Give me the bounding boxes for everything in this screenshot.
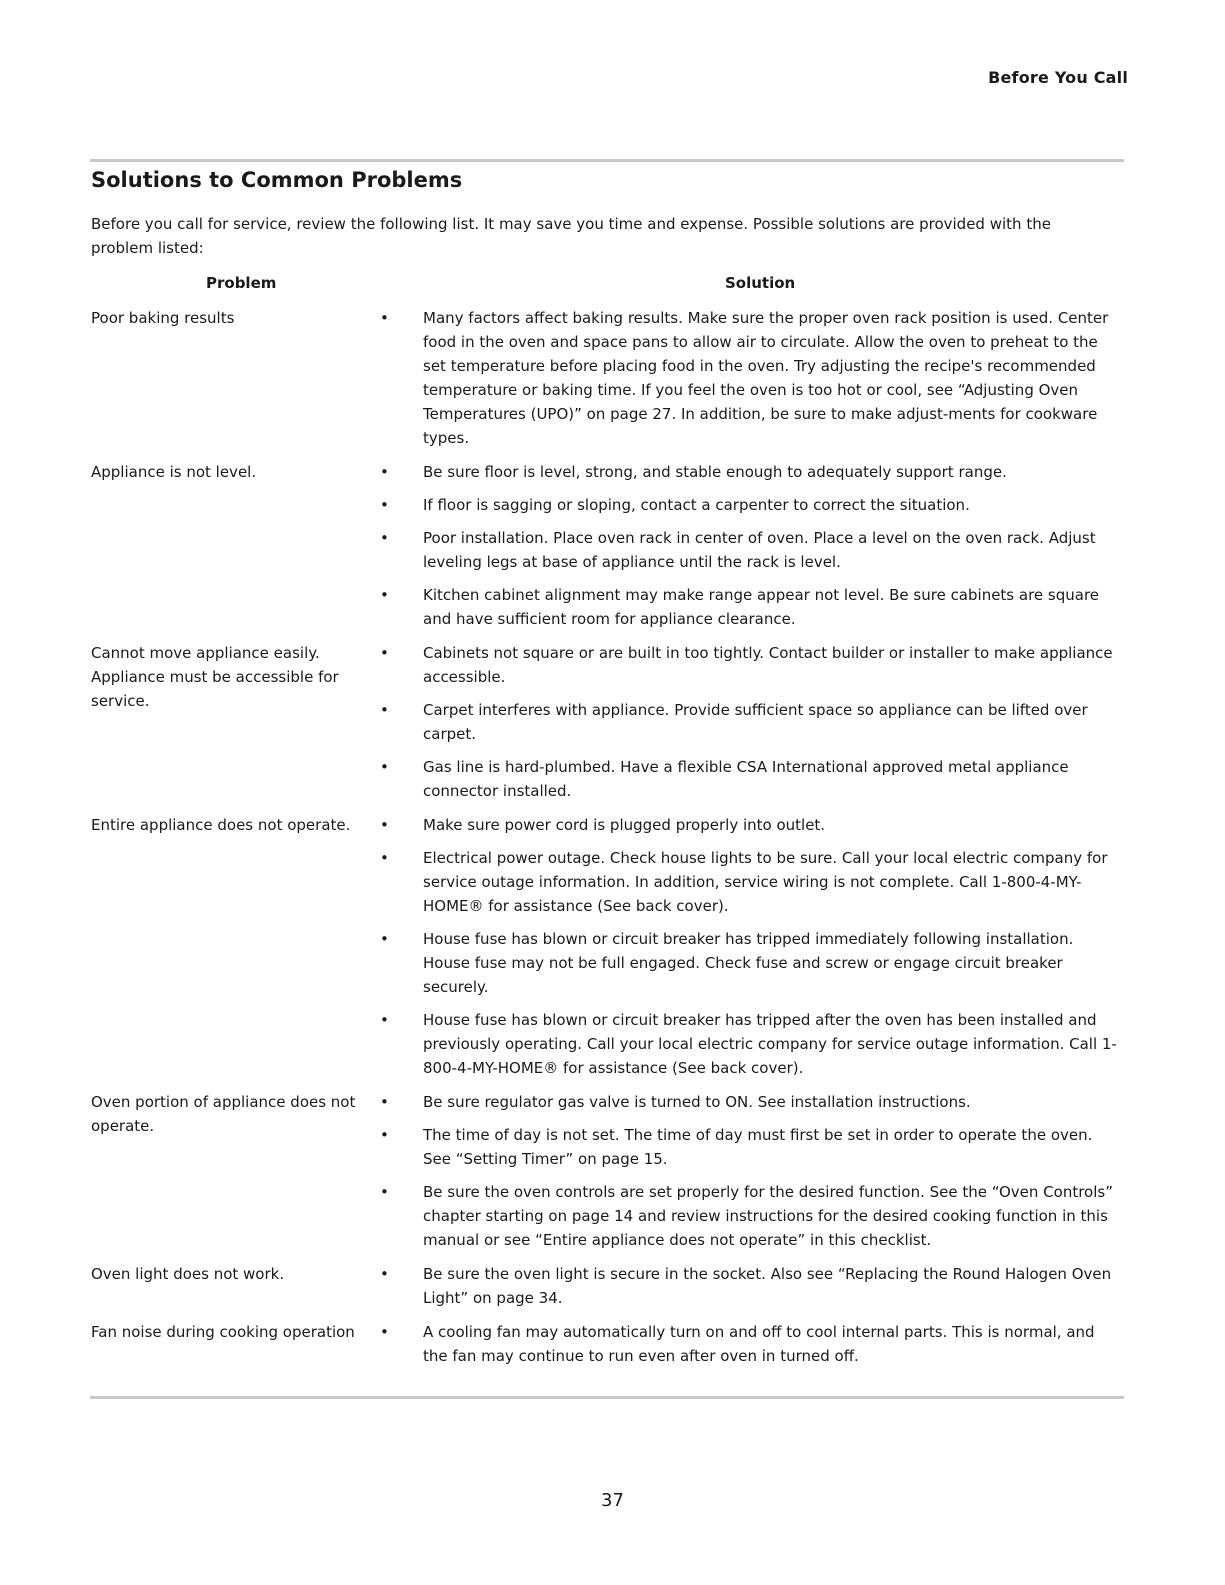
solution-item: [377, 1123, 1121, 1171]
solution-text: A cooling fan may automatically turn on and off to cool internal parts. This is normal, and the fan may continue to run even after oven in turned off.: [423, 1323, 1095, 1365]
solution-list: [377, 1320, 1121, 1368]
solution-text: Be sure floor is level, strong, and stable enough to adequately support range.: [423, 463, 1007, 481]
intro-paragraph: Before you call for service, review the following list. It may save you time and expense. Possible solutions are provided with the problem listed:: [91, 215, 1051, 257]
solution-item: [377, 493, 1121, 517]
bullet-icon: •: [380, 586, 389, 604]
problem-column-header: Problem: [206, 274, 277, 292]
bullet-icon: •: [380, 1183, 389, 1201]
solution-item: [377, 460, 1121, 484]
troubleshooting-table: [91, 306, 1121, 1378]
solution-text: Carpet interferes with appliance. Provide sufficient space so appliance can be lifted over carpet.: [423, 701, 1088, 743]
table-row: [91, 306, 1121, 450]
table-row: [91, 1090, 1121, 1252]
problem-cell: Fan noise during cooking operation: [91, 1323, 355, 1341]
solution-item: [377, 846, 1121, 918]
solution-list: [377, 460, 1121, 631]
solution-column-header: Solution: [725, 274, 796, 292]
solution-text: House fuse has blown or circuit breaker has tripped immediately following installation. House fuse may not be full engaged. Check fuse and screw or engage circuit breaker securely.: [423, 930, 1074, 996]
bullet-icon: •: [380, 816, 389, 834]
problem-cell: Poor baking results: [91, 309, 235, 327]
solution-text: Gas line is hard-plumbed. Have a flexible CSA International approved metal appliance connector installed.: [423, 758, 1069, 800]
solution-list: [377, 813, 1121, 1080]
bullet-icon: •: [380, 496, 389, 514]
bullet-icon: •: [380, 309, 389, 327]
problem-cell: Oven light does not work.: [91, 1265, 285, 1283]
bullet-icon: •: [380, 1323, 389, 1341]
solution-item: [377, 1008, 1121, 1080]
solution-text: Electrical power outage. Check house lights to be sure. Call your local electric company for service outage information. In addition, service wiring is not complete. Call 1-800-4-MY-HOME® for assistance (See back cover).: [423, 849, 1108, 915]
solution-item: [377, 641, 1121, 689]
solution-text: Be sure the oven controls are set properly for the desired function. See the “Oven Controls” chapter starting on page 14 and review instructions for the desired cooking function in this manual or see “Entire appliance does not operate” in this checklist.: [423, 1183, 1113, 1249]
problem-cell: Appliance is not level.: [91, 463, 257, 481]
solution-item: [377, 698, 1121, 746]
bullet-icon: •: [380, 758, 389, 776]
solution-item: [377, 1262, 1121, 1310]
problem-cell: Oven portion of appliance does not operate.: [91, 1093, 356, 1135]
problem-cell: Cannot move appliance easily. Appliance must be accessible for service.: [91, 644, 339, 710]
table-row: [91, 641, 1121, 803]
page-number: 37: [601, 1490, 624, 1511]
solution-text: If floor is sagging or sloping, contact a carpenter to correct the situation.: [423, 496, 970, 514]
bullet-icon: •: [380, 1011, 389, 1029]
running-head: Before You Call: [988, 68, 1128, 87]
table-row: [91, 460, 1121, 631]
solution-text: Poor installation. Place oven rack in center of oven. Place a level on the oven rack. Adjust leveling legs at base of appliance until the rack is level.: [423, 529, 1096, 571]
bullet-icon: •: [380, 701, 389, 719]
table-row: [91, 1320, 1121, 1368]
table-row: [91, 1262, 1121, 1310]
bullet-icon: •: [380, 930, 389, 948]
solution-text: Be sure regulator gas valve is turned to ON. See installation instructions.: [423, 1093, 971, 1111]
solution-text: House fuse has blown or circuit breaker has tripped after the oven has been installed and previously operating. Call your local electric company for service outage information. Call 1-800-4-MY-HOME® for assistance (See back cover).: [423, 1011, 1117, 1077]
solution-item: [377, 927, 1121, 999]
bullet-icon: •: [380, 529, 389, 547]
solution-text: Make sure power cord is plugged properly into outlet.: [423, 816, 826, 834]
top-divider: [90, 159, 1124, 162]
bullet-icon: •: [380, 1126, 389, 1144]
solution-text: The time of day is not set. The time of day must first be set in order to operate the oven. See “Setting Timer” on page 15.: [423, 1126, 1093, 1168]
solution-item: [377, 755, 1121, 803]
solution-list: [377, 641, 1121, 803]
bullet-icon: •: [380, 1265, 389, 1283]
solution-item: [377, 526, 1121, 574]
bullet-icon: •: [380, 849, 389, 867]
problem-cell: Entire appliance does not operate.: [91, 816, 351, 834]
solution-item: [377, 813, 1121, 837]
solution-text: Cabinets not square or are built in too tightly. Contact builder or installer to make appliance accessible.: [423, 644, 1113, 686]
solution-item: [377, 1090, 1121, 1114]
solution-text: Kitchen cabinet alignment may make range appear not level. Be sure cabinets are square and have sufficient room for appliance clearance.: [423, 586, 1100, 628]
solution-list: [377, 1090, 1121, 1252]
table-row: [91, 813, 1121, 1080]
solution-list: [377, 1262, 1121, 1310]
solution-item: [377, 306, 1121, 450]
solution-list: [377, 306, 1121, 450]
bullet-icon: •: [380, 463, 389, 481]
section-title: Solutions to Common Problems: [91, 168, 463, 192]
solution-item: [377, 1320, 1121, 1368]
solution-item: [377, 1180, 1121, 1252]
solution-text: Be sure the oven light is secure in the socket. Also see “Replacing the Round Halogen Oven Light” on page 34.: [423, 1265, 1112, 1307]
solution-item: [377, 583, 1121, 631]
bottom-divider: [90, 1396, 1124, 1399]
solution-text: Many factors affect baking results. Make sure the proper oven rack position is used. Center food in the oven and space pans to allow air to circulate. Allow the oven to preheat to the set temperature before placing food in the oven. Try adjusting the recipe's recommended temperature or baking time. If you feel the oven is too hot or cool, see “Adjusting Oven Temperatures (UPO)” on page 27. In addition, be sure to make adjust-ments for cookware types.: [423, 309, 1109, 447]
bullet-icon: •: [380, 1093, 389, 1111]
bullet-icon: •: [380, 644, 389, 662]
